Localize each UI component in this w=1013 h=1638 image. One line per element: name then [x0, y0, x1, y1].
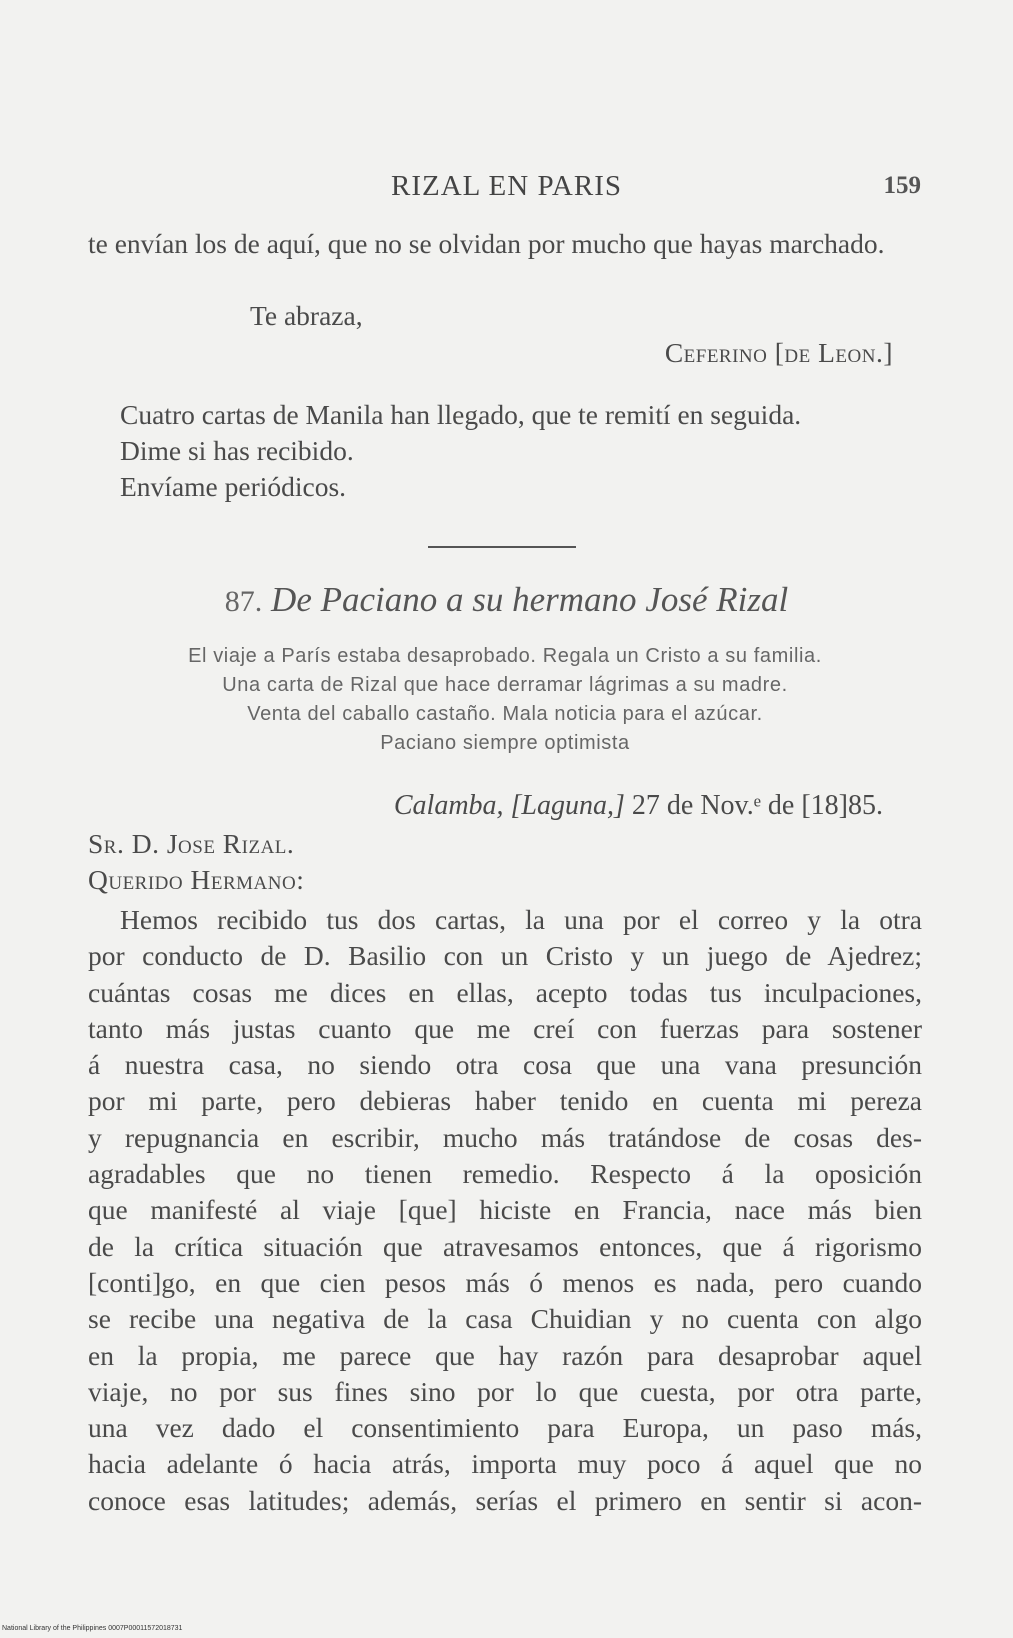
body-line: de la crítica situación que atravesamos entonces, que á rigorismo — [88, 1230, 922, 1262]
letter-summary — [88, 642, 922, 758]
running-title: RIZAL EN PARIS — [391, 170, 622, 202]
letter-body — [88, 902, 922, 1519]
salutation: Querido Hermano: — [88, 864, 305, 895]
signature: Ceferino [de Leon.] — [664, 337, 893, 368]
scan-credit: National Library of the Philippines 0007P00011572018731 — [2, 1625, 183, 1632]
body-line: conoce esas latitudes; además, serías el primero en sentir si acon- — [88, 1484, 922, 1516]
summary-line: Una carta de Rizal que hace derramar lágrimas a su madre. — [222, 674, 788, 696]
body-line: en la propia, me parece que hay razón para desaprobar aquel — [88, 1339, 922, 1371]
postscript-line: Dime si has recibido. — [120, 435, 354, 466]
closing-phrase: Te abraza, — [250, 300, 363, 331]
body-line: cuántas cosas me dices en ellas, acepto todas tus inculpaciones, — [88, 976, 922, 1008]
summary-line: Venta del caballo castaño. Mala noticia para el azúcar. — [247, 703, 763, 725]
addressee: Sr. D. Jose Rizal. — [88, 828, 295, 859]
summary-line: El viaje a París estaba desaprobado. Regala un Cristo a su familia. — [188, 645, 822, 667]
letter-title: De Paciano a su hermano José Rizal — [271, 580, 789, 619]
body-line: hacia adelante ó hacia atrás, importa muy poco á aquel que no — [88, 1448, 922, 1480]
letter-number: 87. — [224, 585, 263, 618]
letter-heading — [0, 580, 1013, 620]
postscript-line: Envíame periódicos. — [120, 471, 347, 502]
body-line: agradables que no tienen remedio. Respecto á la oposición — [88, 1158, 922, 1190]
dateline-date: 27 de Nov.ᵉ de [18]85. — [631, 790, 883, 821]
body-line: y repugnancia en escribir, mucho más tratándose de cosas des- — [88, 1121, 922, 1153]
postscript — [88, 397, 922, 505]
body-line: por mi parte, pero debieras haber tenido en cuenta mi pereza — [88, 1085, 922, 1117]
body-line: que manifesté al viaje [que] hiciste en Francia, nace más bien — [88, 1194, 922, 1226]
page-header — [0, 170, 1013, 210]
summary-line: Paciano siempre optimista — [380, 732, 630, 754]
dateline — [394, 790, 883, 822]
body-line: una vez dado el consentimiento para Europa, un paso más, — [88, 1412, 922, 1444]
body-line: viaje, no por sus fines sino por lo que cuesta, por otra parte, — [88, 1375, 922, 1407]
page-number: 159 — [883, 172, 921, 199]
body-line: Hemos recibido tus dos cartas, la una por el correo y la otra — [120, 904, 922, 935]
body-line: por conducto de D. Basilio con un Cristo y un juego de Ajedrez; — [88, 940, 922, 972]
body-line: á nuestra casa, no siendo otra cosa que una vana presunción — [88, 1049, 922, 1081]
postscript-line: Cuatro cartas de Manila han llegado, que te remití en seguida. — [120, 399, 802, 430]
section-divider — [428, 546, 576, 548]
body-line: se recibe una negativa de la casa Chuidian y no cuenta con algo — [88, 1303, 922, 1335]
previous-letter-closing-paragraph: te envían los de aquí, que no se olvidan por mucho que hayas marchado. — [88, 228, 885, 259]
body-line: [conti]go, en que cien pesos más ó menos es nada, pero cuando — [88, 1266, 922, 1298]
dateline-place: Calamba, [Laguna,] — [393, 790, 625, 821]
body-line: tanto más justas cuanto que me creí con fuerzas para sostener — [88, 1012, 922, 1044]
